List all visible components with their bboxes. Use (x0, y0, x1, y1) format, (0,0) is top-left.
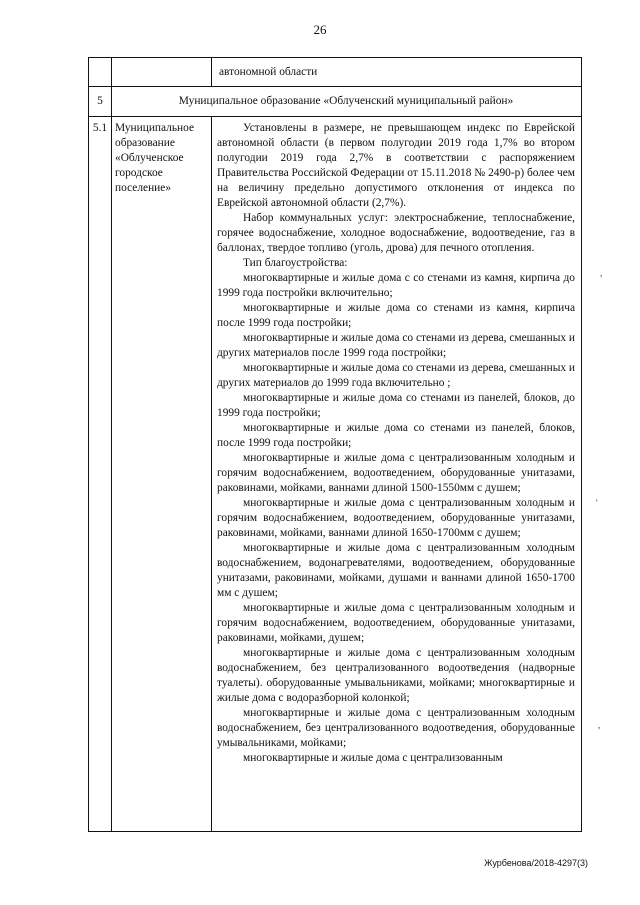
column-divider (211, 58, 212, 87)
municipality-line: Муниципальное (115, 122, 195, 134)
list-item: многоквартирные и жилые дома с централизованным холодным и горячим водоснабжением, водоотведением, оборудованные унитазами, раковинами, мойками, душем; (217, 602, 575, 644)
paragraph-heading: Тип благоустройства: (243, 257, 348, 269)
list-item: многоквартирные и жилые дома с централизованным холодным и горячим водоснабжением, водоотведением, оборудованные унитазами, раковинами, мойками, ваннами длиной 1500-1550мм с душем; (217, 452, 575, 494)
column-divider (111, 58, 112, 87)
previous-row-continuation: автономной области (219, 66, 318, 78)
list-item: многоквартирные и жилые дома со стенами из панелей, блоков, до 1999 года постройки; (217, 392, 575, 419)
table-row-continuation (89, 58, 581, 87)
list-item: многоквартирные и жилые дома с со стенами из камня, кирпича до 1999 года постройки включительно; (217, 272, 575, 299)
section-row (89, 87, 581, 117)
list-item: многоквартирные и жилые дома со стенами из панелей, блоков, после 1999 года постройки; (217, 422, 575, 449)
section-title: Муниципальное образование «Облученский муниципальный район» (178, 95, 514, 107)
row-number: 5.1 (92, 122, 108, 134)
tariff-table (88, 57, 582, 832)
list-item: многоквартирные и жилые дома с централизованным холодным водоснабжением, без централизованного водоотведения (надворные туалеты). оборудованные умывальниками, мойками; многоквартирные и жилые дома с водоразборной колонкой; (217, 647, 575, 704)
column-divider (211, 117, 212, 831)
list-item: многоквартирные и жилые дома со стенами из дерева, смешанных и других материалов после 1999 года постройки; (217, 332, 575, 359)
scan-speck: , (598, 720, 601, 730)
municipality-line: «Облученское (115, 152, 184, 164)
list-item: многоквартирные и жилые дома с централизованным холодным водоснабжением, водонагревателями, водоотведением, оборудованные унитазами, раковинами, мойками, душами и ваннами длиной 1650-1700 мм с душем; (217, 542, 575, 599)
municipality-line: городское (115, 167, 163, 179)
municipality-line: поселение» (115, 182, 172, 194)
document-footer-code: Журбенова/2018-4297(3) (484, 858, 588, 868)
municipality-line: образование (115, 137, 175, 149)
municipality-name (115, 121, 209, 196)
list-item: многоквартирные и жилые дома с централизованным холодным и горячим водоснабжением, водоотведением, оборудованные унитазами, раковинами, мойками, ваннами длиной 1650-1700мм с душем; (217, 497, 575, 539)
scan-speck: ' (596, 498, 598, 508)
section-number: 5 (97, 95, 103, 107)
page-number: 26 (313, 22, 327, 37)
row-content (217, 121, 575, 766)
table-row (89, 117, 581, 831)
list-item: многоквартирные и жилые дома со стенами из камня, кирпича после 1999 года постройки; (217, 302, 575, 329)
scan-speck: , (600, 268, 603, 278)
list-item: многоквартирные и жилые дома с централизованным (243, 752, 503, 764)
list-item: многоквартирные и жилые дома со стенами из дерева, смешанных и других материалов до 1999 года включительно ; (217, 362, 575, 389)
paragraph-index-limit: Установлены в размере, не превышающем индекс по Еврейской автономной области (в первом полугодии 2019 года 1,7% во втором полугодии 2019 года 2,7% в соответствии с распоряжением Правительства Российской Федерации от 15.11.2018 № 2490-р) более чем на величину предельно допустимого отклонения от индекса по Еврейской автономной области (2,7%). (217, 122, 575, 209)
paragraph-utility-set: Набор коммунальных услуг: электроснабжение, теплоснабжение, горячее водоснабжение, холодное водоснабжение, водоотведение, газ в баллонах, твердое топливо (уголь, дрова) для печного отопления. (217, 212, 575, 254)
list-item: многоквартирные и жилые дома с централизованным холодным водоснабжением, без централизованного водоотведения, оборудованные умывальниками, мойками; (217, 707, 575, 749)
column-divider (111, 117, 112, 831)
